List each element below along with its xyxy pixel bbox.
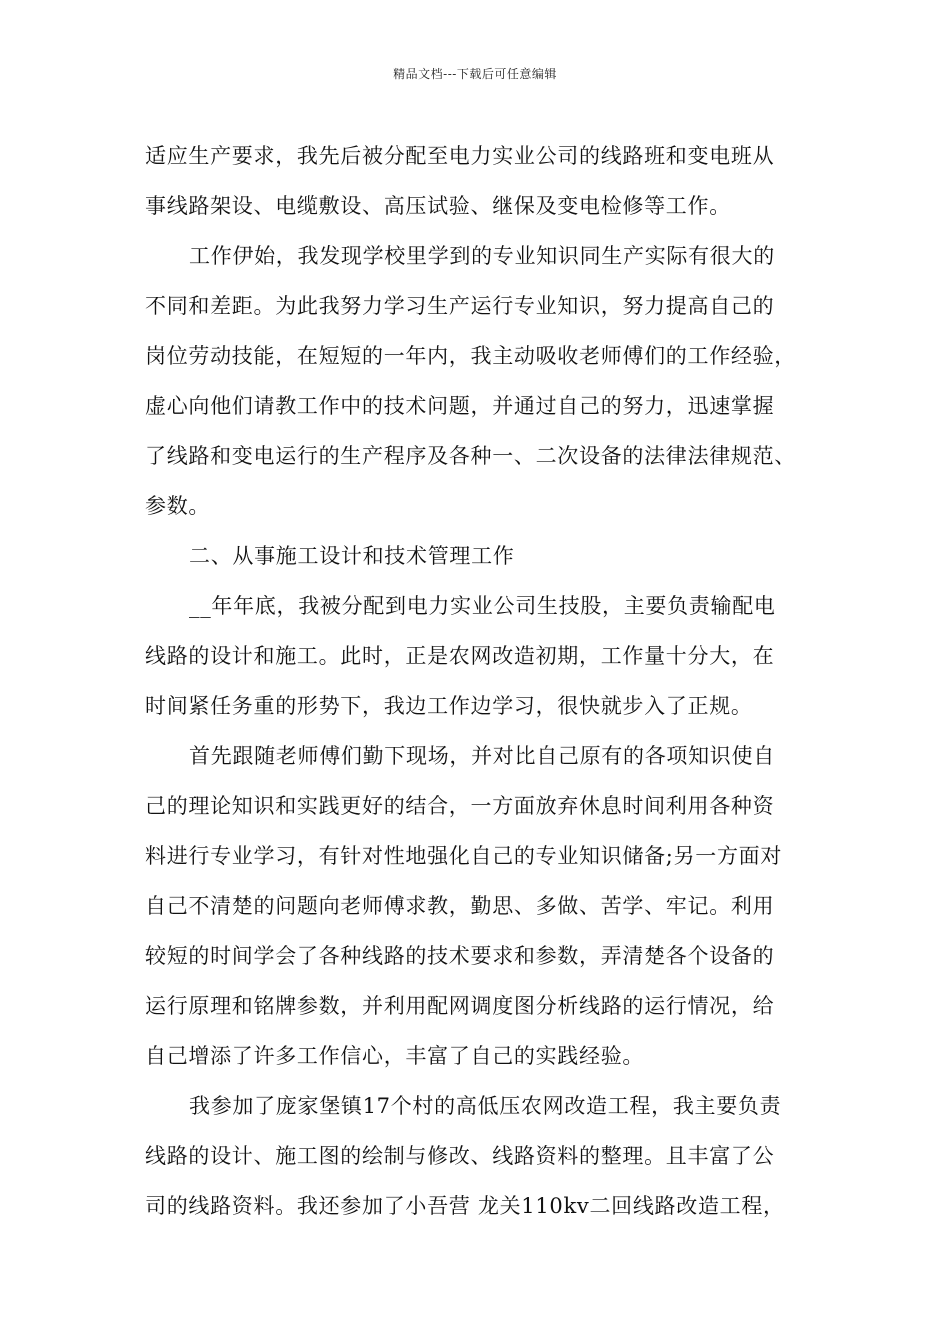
document-body: [145, 131, 815, 1231]
text-line: 较短的时间学会了各种线路的技术要求和参数，弄清楚各个设备的: [145, 944, 775, 968]
text-line: 司的线路资料。我还参加了小吾营 龙关110kv二回线路改造工程，: [145, 1194, 785, 1218]
text-line: 线路的设计、施工图的绘制与修改、线路资料的整理。且丰富了公: [145, 1144, 775, 1168]
text-line: 运行原理和铭牌参数，并利用配网调度图分析线路的运行情况，给: [145, 994, 775, 1018]
text-line: 己的理论知识和实践更好的结合，一方面放弃休息时间利用各种资: [145, 794, 775, 818]
text-line: 我参加了庞家堡镇17个村的高低压农网改造工程，我主要负责: [189, 1094, 782, 1118]
text-line: 料进行专业学习，有针对性地强化自己的专业知识储备;另一方面对: [145, 844, 783, 868]
text-line: 时间紧任务重的形势下，我边工作边学习，很快就步入了正规。: [145, 694, 753, 718]
text-line: 参数。: [145, 494, 211, 518]
text-line: 线路的设计和施工。此时，正是农网改造初期，工作量十分大，在: [145, 644, 775, 668]
text-line: 不同和差距。为此我努力学习生产运行专业知识，努力提高自己的: [145, 294, 775, 318]
text-line: 岗位劳动技能，在短短的一年内，我主动吸收老师傅们的工作经验，: [145, 344, 796, 368]
text-line: 适应生产要求，我先后被分配至电力实业公司的线路班和变电班从: [145, 144, 775, 168]
text-line: __年年底，我被分配到电力实业公司生技股，主要负责输配电: [189, 594, 776, 618]
text-line: 事线路架设、电缆敷设、高压试验、继保及变电检修等工作。: [145, 194, 731, 218]
text-line: 虚心向他们请教工作中的技术问题，并通过自己的努力，迅速掌握: [145, 394, 775, 418]
text-line: 自己不清楚的问题向老师傅求教，勤思、多做、苦学、牢记。利用: [145, 894, 775, 918]
text-line: 首先跟随老师傅们勤下现场，并对比自己原有的各项知识使自: [189, 744, 775, 768]
text-line: 工作伊始，我发现学校里学到的专业知识同生产实际有很大的: [189, 244, 775, 268]
text-line: 了线路和变电运行的生产程序及各种一、二次设备的法律法律规范、: [145, 444, 796, 468]
page-header: 精品文档---下载后可任意编辑: [393, 67, 557, 81]
text-line: 二、从事施工设计和技术管理工作: [189, 544, 515, 568]
text-line: 自己增添了许多工作信心，丰富了自己的实践经验。: [145, 1044, 645, 1068]
